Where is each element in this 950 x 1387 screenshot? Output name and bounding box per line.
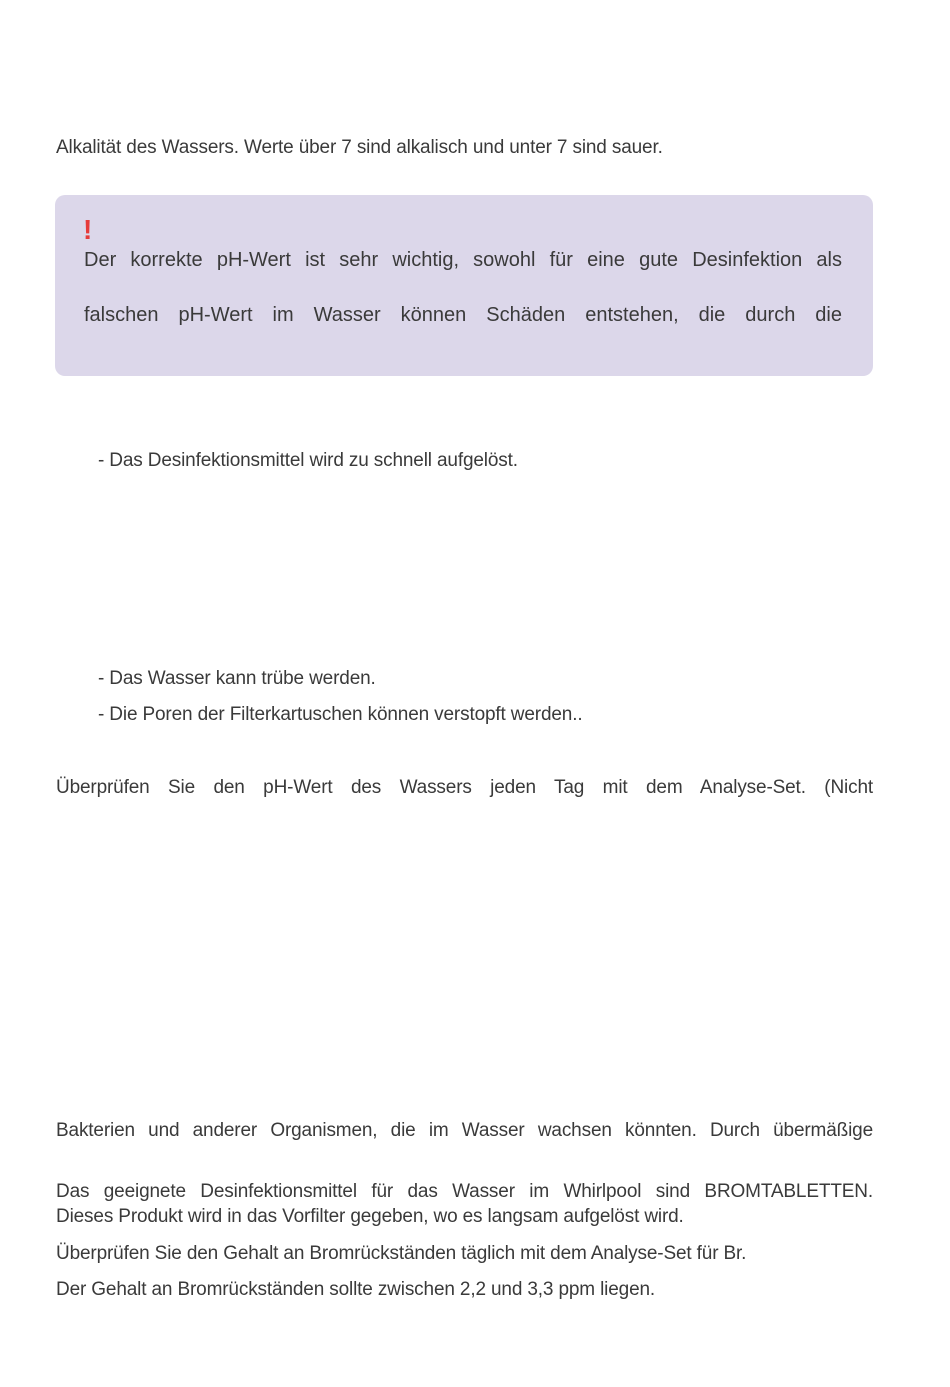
disinfectant-text-line-2: Dieses Produkt wird in das Vorfilter gegeben, wo es langsam aufgelöst wird. — [56, 1206, 684, 1227]
list-item-filter-clogged: - Die Poren der Filterkartuschen können verstopft werden.. — [98, 704, 583, 725]
list-item-water-cloudy: - Das Wasser kann trübe werden. — [98, 668, 376, 689]
disinfectant-text-line-1: Das geeignete Desinfektionsmittel für das Wasser im Whirlpool sind BROMTABLETTEN. — [56, 1181, 873, 1202]
exclamation-icon: ! — [83, 214, 93, 245]
ph-warning-note — [55, 195, 873, 376]
check-bromine-text: Überprüfen Sie den Gehalt an Bromrückständen täglich mit dem Analyse-Set für Br. — [56, 1243, 747, 1264]
list-item-dissolves-fast: - Das Desinfektionsmittel wird zu schnell aufgelöst. — [98, 450, 518, 471]
bromine-range-text: Der Gehalt an Bromrückständen sollte zwischen 2,2 und 3,3 ppm liegen. — [56, 1279, 656, 1300]
intro-text: Alkalität des Wassers. Werte über 7 sind alkalisch und unter 7 sind sauer. — [56, 137, 663, 158]
note-text-line-2: falschen pH-Wert im Wasser können Schäden entstehen, die durch die — [84, 304, 842, 326]
note-text-line-1: Der korrekte pH-Wert ist sehr wichtig, sowohl für eine gute Desinfektion als — [84, 249, 842, 271]
bacteria-text: Bakterien und anderer Organismen, die im Wasser wachsen könnten. Durch übermäßige — [56, 1120, 873, 1141]
check-ph-text: Überprüfen Sie den pH-Wert des Wassers jeden Tag mit dem Analyse-Set. (Nicht — [56, 777, 873, 798]
